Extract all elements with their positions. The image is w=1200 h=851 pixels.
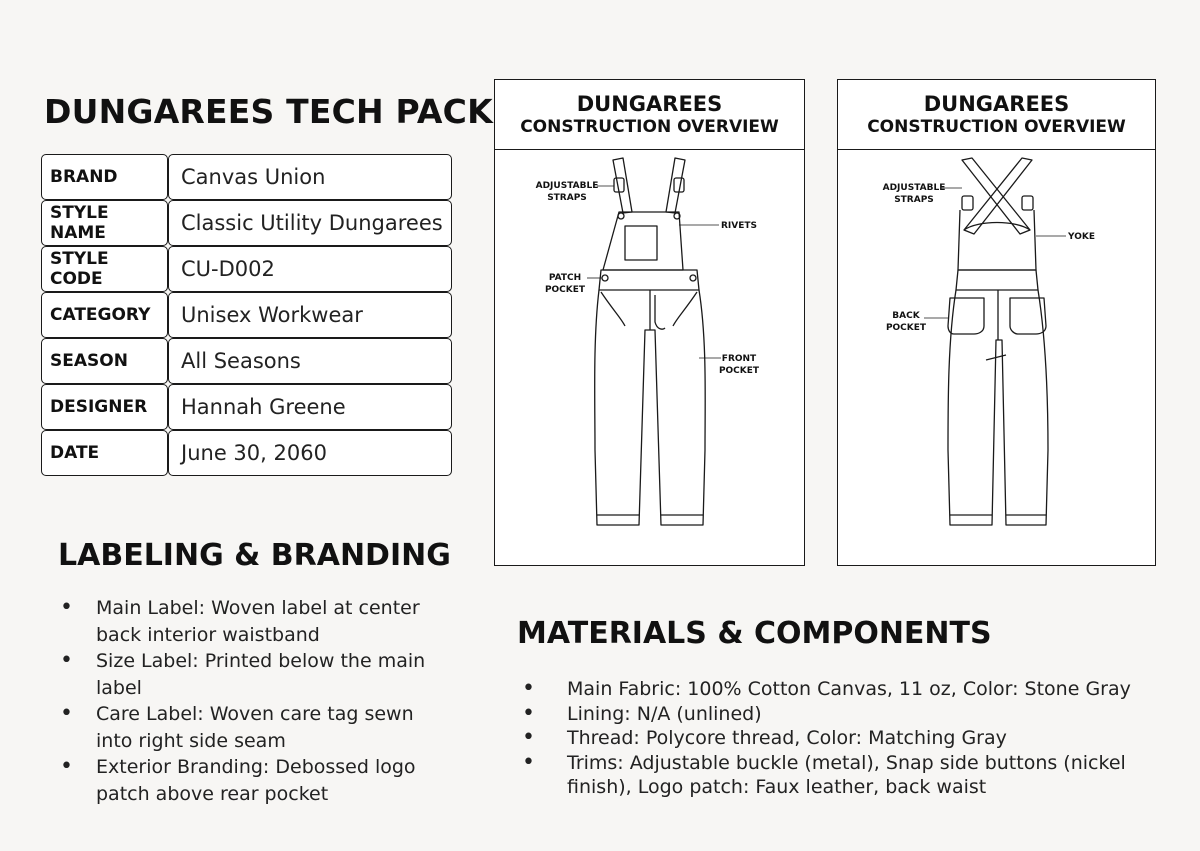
info-row-brand (41, 154, 452, 200)
info-key: DATE (41, 430, 168, 476)
panel-header (838, 80, 1155, 150)
callout-back-pocket: BACK (892, 311, 920, 321)
list-item: • Exterior Branding: Debossed logo patch above rear pocket (58, 754, 438, 807)
back-view-panel (837, 79, 1156, 566)
callout-patch-pocket: POCKET (544, 285, 586, 295)
list-item: • Size Label: Printed below the main label (58, 648, 438, 701)
list-item: • Thread: Polycore thread, Color: Matching Gray (520, 726, 1145, 751)
callout-yoke: YOKE (1068, 232, 1095, 242)
info-row-style-name (41, 200, 452, 246)
page-title: DUNGAREES TECH PACK (44, 92, 493, 131)
info-value: Classic Utility Dungarees (168, 200, 452, 246)
info-key: SEASON (41, 338, 168, 384)
callout-straps: STRAPS (547, 193, 587, 203)
info-row-designer (41, 384, 452, 430)
info-row-season (41, 338, 452, 384)
panel-heading: DUNGAREES (923, 92, 1070, 116)
info-value: Unisex Workwear (168, 292, 452, 338)
info-value: All Seasons (168, 338, 452, 384)
info-key: STYLE NAME (41, 200, 168, 246)
callout-straps: STRAPS (894, 195, 934, 205)
callout-back-pocket: POCKET (885, 323, 927, 333)
panel-subheading: CONSTRUCTION OVERVIEW (520, 117, 779, 137)
info-row-category (41, 292, 452, 338)
info-key: STYLE CODE (41, 246, 168, 292)
list-item: • Main Fabric: 100% Cotton Canvas, 11 oz, Color: Stone Gray (520, 677, 1145, 702)
info-value: CU-D002 (168, 246, 452, 292)
materials-list (520, 677, 1145, 800)
callout-front-pocket: POCKET (718, 366, 760, 376)
list-item: • Trims: Adjustable buckle (metal), Snap side buttons (nickel finish), Logo patch: Faux leather, back waist (520, 751, 1145, 800)
panel-subheading: CONSTRUCTION OVERVIEW (867, 117, 1126, 137)
front-view-panel (494, 79, 805, 566)
dungarees-front-sketch (495, 150, 803, 564)
dungarees-back-sketch (838, 150, 1154, 564)
list-item: • Main Label: Woven label at center back interior waistband (58, 595, 438, 648)
info-key: DESIGNER (41, 384, 168, 430)
info-row-style-code (41, 246, 452, 292)
callout-rivets: RIVETS (721, 221, 758, 231)
info-value: June 30, 2060 (168, 430, 452, 476)
panel-heading: DUNGAREES (576, 92, 723, 116)
list-item: • Lining: N/A (unlined) (520, 702, 1145, 727)
materials-heading: MATERIALS & COMPONENTS (517, 616, 992, 651)
info-value: Hannah Greene (168, 384, 452, 430)
labeling-heading: LABELING & BRANDING (58, 538, 451, 573)
callout-patch-pocket: PATCH (548, 273, 582, 283)
labeling-list (58, 595, 438, 807)
callout-straps: ADJUSTABLE (535, 181, 599, 191)
style-info-table (41, 154, 452, 476)
callout-straps: ADJUSTABLE (882, 183, 946, 193)
callout-front-pocket: FRONT (721, 354, 757, 364)
info-key: CATEGORY (41, 292, 168, 338)
panel-header (495, 80, 804, 150)
info-value: Canvas Union (168, 154, 452, 200)
info-key: BRAND (41, 154, 168, 200)
list-item: • Care Label: Woven care tag sewn into right side seam (58, 701, 438, 754)
info-row-date (41, 430, 452, 476)
